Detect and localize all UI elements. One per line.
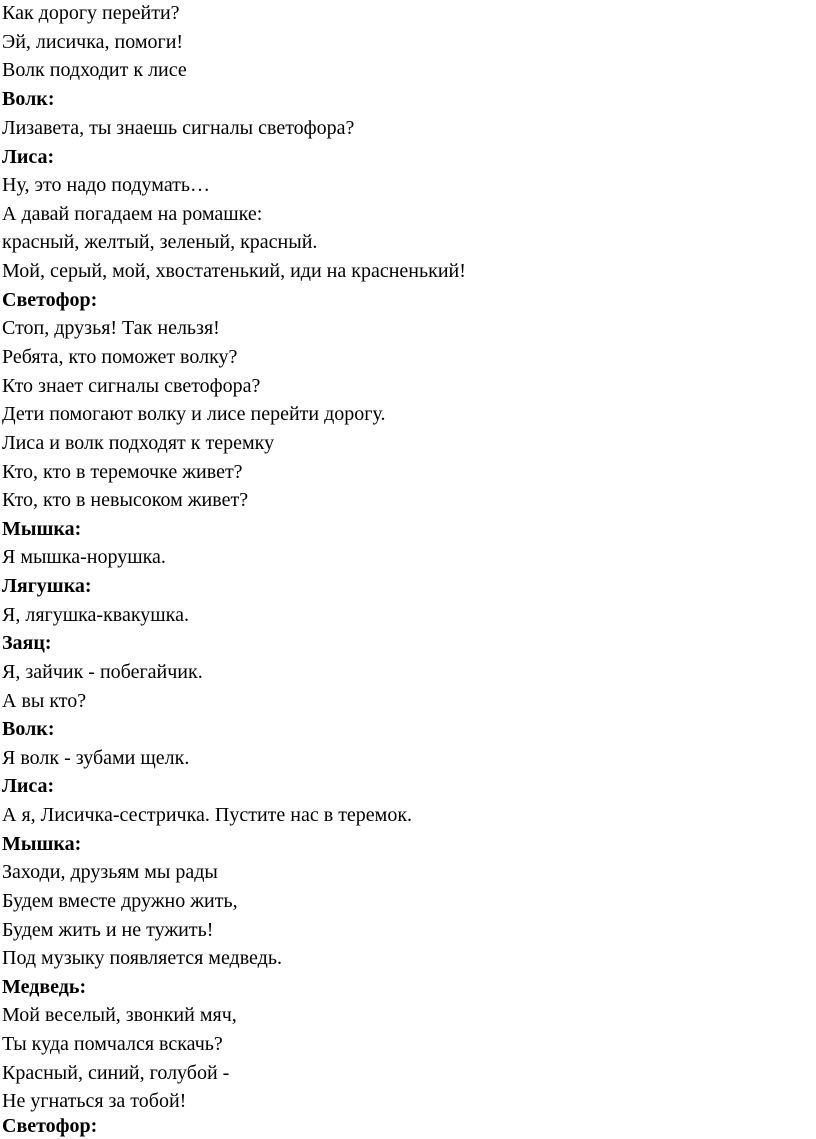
script-line: А вы кто? <box>2 690 87 712</box>
speaker-label: Лиса: <box>2 775 55 797</box>
script-line: Эй, лисичка, помоги! <box>2 31 184 53</box>
script-line: Стоп, друзья! Так нельзя! <box>2 317 220 339</box>
speaker-label: Волк: <box>2 718 55 740</box>
script-line: Лизавета, ты знаешь сигналы светофора? <box>2 117 355 139</box>
script-line: А давай погадаем на ромашке: <box>2 203 263 225</box>
script-line: Кто, кто в невысоком живет? <box>2 489 249 511</box>
speaker-label: Медведь: <box>2 976 87 998</box>
script-line: Будем вместе дружно жить, <box>2 890 238 912</box>
script-line: красный, желтый, зеленый, красный. <box>2 231 318 253</box>
speaker-label: Волк: <box>2 88 55 110</box>
speaker-label: Лягушка: <box>2 575 92 597</box>
script-line: Волк подходит к лисе <box>2 59 187 81</box>
script-line: Ну, это надо подумать… <box>2 174 211 196</box>
script-line: Кто, кто в теремочке живет? <box>2 461 243 483</box>
script-line: Заходи, друзьям мы рады <box>2 861 218 883</box>
script-line: Я, лягушка-квакушка. <box>2 604 189 626</box>
speaker-label: Мышка: <box>2 833 82 855</box>
script-line: Как дорогу перейти? <box>2 2 180 24</box>
script-line: Будем жить и не тужить! <box>2 919 214 941</box>
script-line: Лиса и волк подходят к теремку <box>2 432 275 454</box>
speaker-label: Заяц: <box>2 632 52 654</box>
script-line: Ребята, кто поможет волку? <box>2 346 238 368</box>
script-line: Мой веселый, звонкий мяч, <box>2 1004 237 1026</box>
script-line: Ты куда помчался вскачь? <box>2 1033 223 1055</box>
script-line: Красный, синий, голубой - <box>2 1062 230 1084</box>
script-line: А я, Лисичка-сестричка. Пустите нас в теремок. <box>2 804 413 826</box>
script-line: Я, зайчик - побегайчик. <box>2 661 203 683</box>
script-line: Под музыку появляется медведь. <box>2 947 282 969</box>
script-line: Не угнаться за тобой! <box>2 1090 187 1112</box>
script-line: Я волк - зубами щелк. <box>2 747 190 769</box>
script-line: Дети помогают волку и лисе перейти дорогу. <box>2 403 386 425</box>
speaker-label: Светофор: <box>2 289 98 311</box>
speaker-label: Лиса: <box>2 146 55 168</box>
script-line: Кто знает сигналы светофора? <box>2 375 261 397</box>
script-line: Я мышка-норушка. <box>2 546 166 568</box>
speaker-label: Светофор: <box>2 1115 98 1137</box>
speaker-label: Мышка: <box>2 518 82 540</box>
script-line: Мой, серый, мой, хвостатенький, иди на красненький! <box>2 260 466 282</box>
